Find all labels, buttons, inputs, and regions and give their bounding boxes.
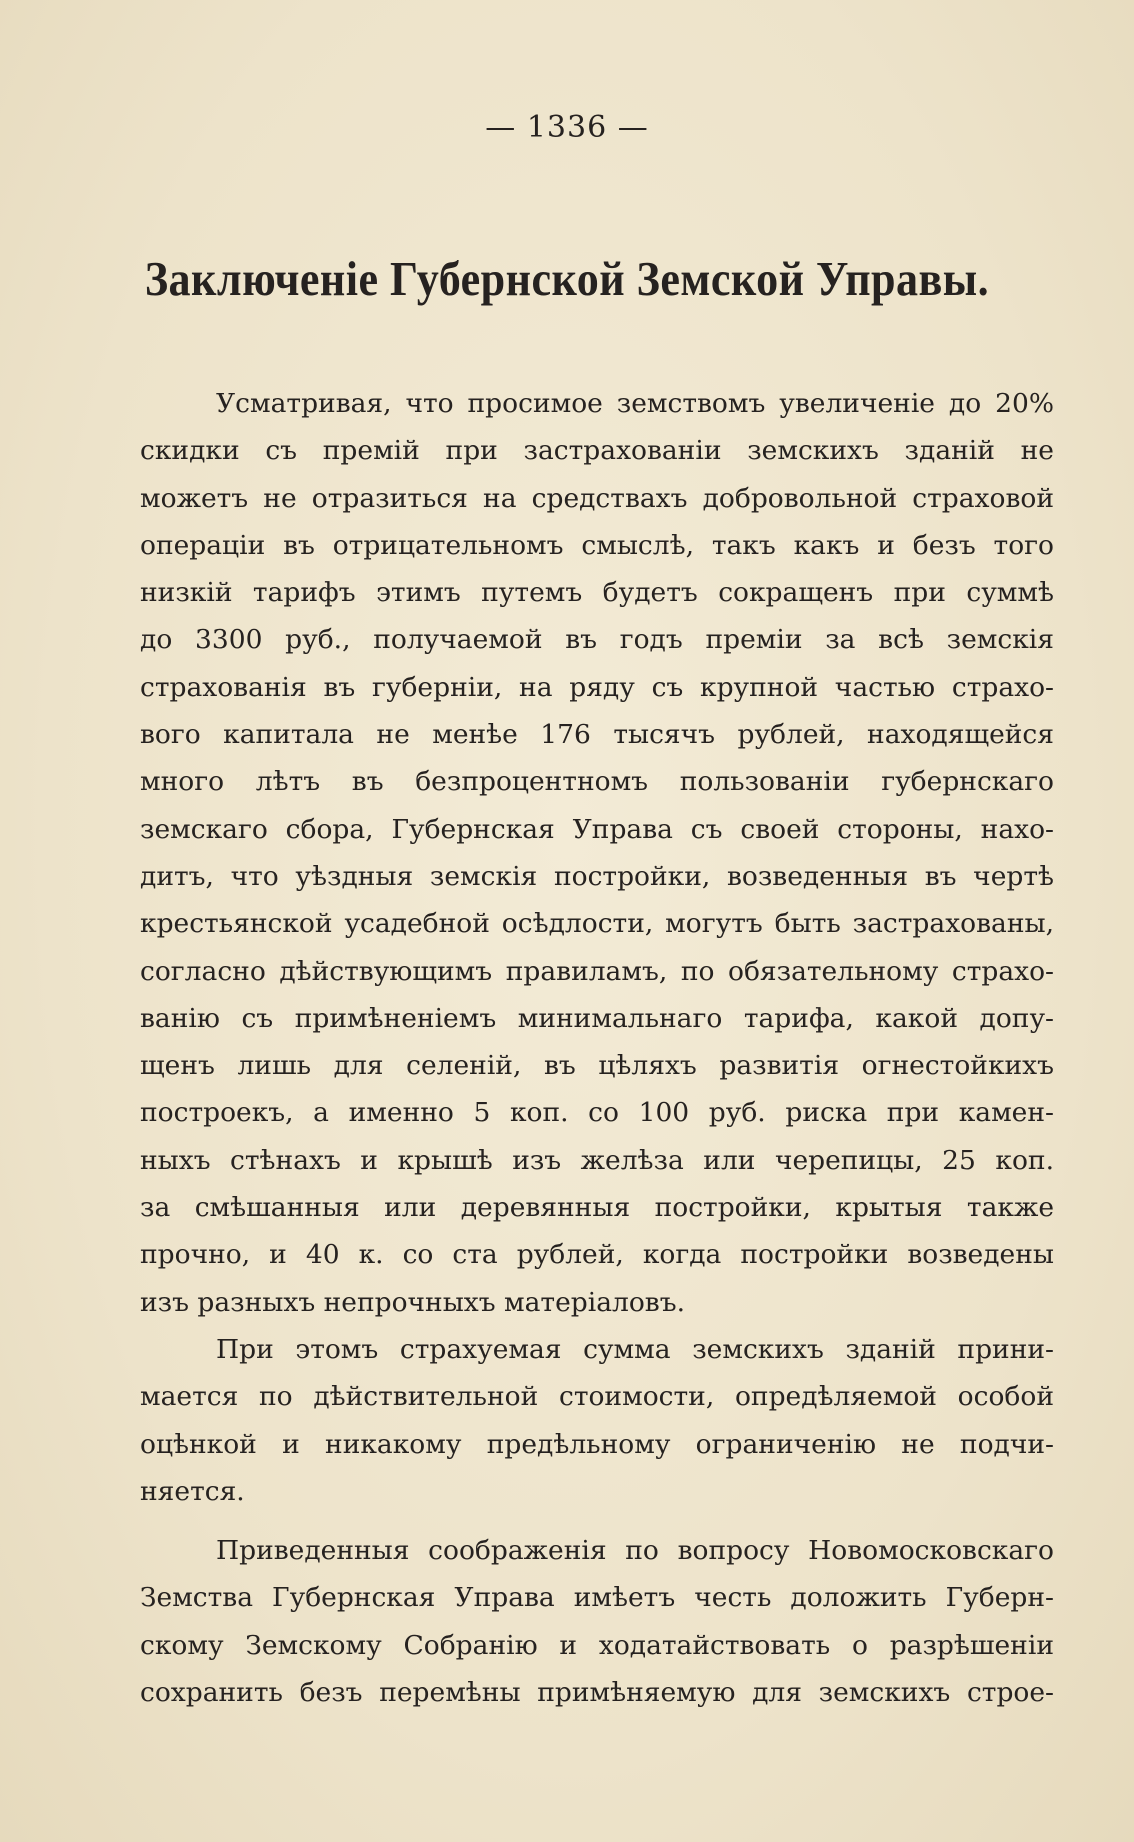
text-line: за смѣшанныя или деревянныя постройки, крытыя также xyxy=(140,1192,1054,1224)
text-line: щенъ лишь для селеній, въ цѣляхъ развитія огнестойкихъ xyxy=(140,1050,1054,1082)
text-line: ныхъ стѣнахъ и крышѣ изъ желѣза или черепицы, 25 коп. xyxy=(140,1144,1054,1176)
text-line: сохранить безъ перемѣны примѣняемую для земскихъ строе- xyxy=(140,1677,1054,1709)
text-line: мается по дѣйствительной стоимости, опредѣляемой особой xyxy=(140,1381,1054,1413)
text-line: дитъ, что уѣздныя земскія постройки, возведенныя въ чертѣ xyxy=(140,860,1054,892)
text-line: согласно дѣйствующимъ правиламъ, по обязательному страхо- xyxy=(140,955,1054,987)
text-line: операціи въ отрицательномъ смыслѣ, такъ какъ и безъ того xyxy=(140,529,1054,561)
text-line: няется. xyxy=(140,1475,245,1507)
text-line: оцѣнкой и никакому предѣльному ограниченію не подчи- xyxy=(140,1428,1054,1460)
paragraph-gap xyxy=(140,1515,1054,1527)
text-line: вого капитала не менѣе 176 тысячъ рублей, находящейся xyxy=(140,719,1054,751)
text-line: можетъ не отразиться на средствахъ добровольной страховой xyxy=(140,482,1054,514)
text-line: Земства Губернская Управа имѣетъ честь доложить Губерн- xyxy=(140,1582,1054,1614)
text-line: изъ разныхъ непрочныхъ матеріаловъ. xyxy=(140,1286,686,1318)
text-line: много лѣтъ въ безпроцентномъ пользованіи губернскаго xyxy=(140,766,1054,798)
text-line: низкій тарифъ этимъ путемъ будетъ сокращенъ при суммѣ xyxy=(140,577,1054,609)
text-line: скидки съ премій при застрахованіи земскихъ зданій не xyxy=(140,435,1054,467)
text-line: При этомъ страхуемая сумма земскихъ зданій прини- xyxy=(216,1333,1054,1365)
text-line: крестьянской усадебной осѣдлости, могутъ быть застрахованы, xyxy=(140,908,1054,940)
text-line: до 3300 руб., получаемой въ годъ преміи за всѣ земскія xyxy=(140,624,1054,656)
text-line: скому Земскому Собранію и ходатайствовать о разрѣшеніи xyxy=(140,1629,1054,1661)
text-line: страхованія въ губерніи, на ряду съ крупной частью страхо- xyxy=(140,671,1054,703)
text-line: Приведенныя соображенія по вопросу Новомосковскаго xyxy=(216,1535,1054,1567)
body-text xyxy=(140,380,1054,1716)
section-title: Заключеніе Губернской Земской Управы. xyxy=(144,251,990,306)
page-number: — 1336 — xyxy=(485,110,649,145)
text-line: Усматривая, что просимое земствомъ увеличеніе до 20% xyxy=(216,388,1054,419)
text-line: ванію съ примѣненіемъ минимальнаго тарифа, какой допу- xyxy=(140,1002,1054,1034)
text-line: построекъ, а именно 5 коп. со 100 руб. риска при камен- xyxy=(140,1097,1054,1129)
text-line: прочно, и 40 к. со ста рублей, когда постройки возведены xyxy=(140,1239,1054,1271)
text-line: земскаго сбора, Губернская Управа съ своей стороны, нахо- xyxy=(140,813,1054,845)
